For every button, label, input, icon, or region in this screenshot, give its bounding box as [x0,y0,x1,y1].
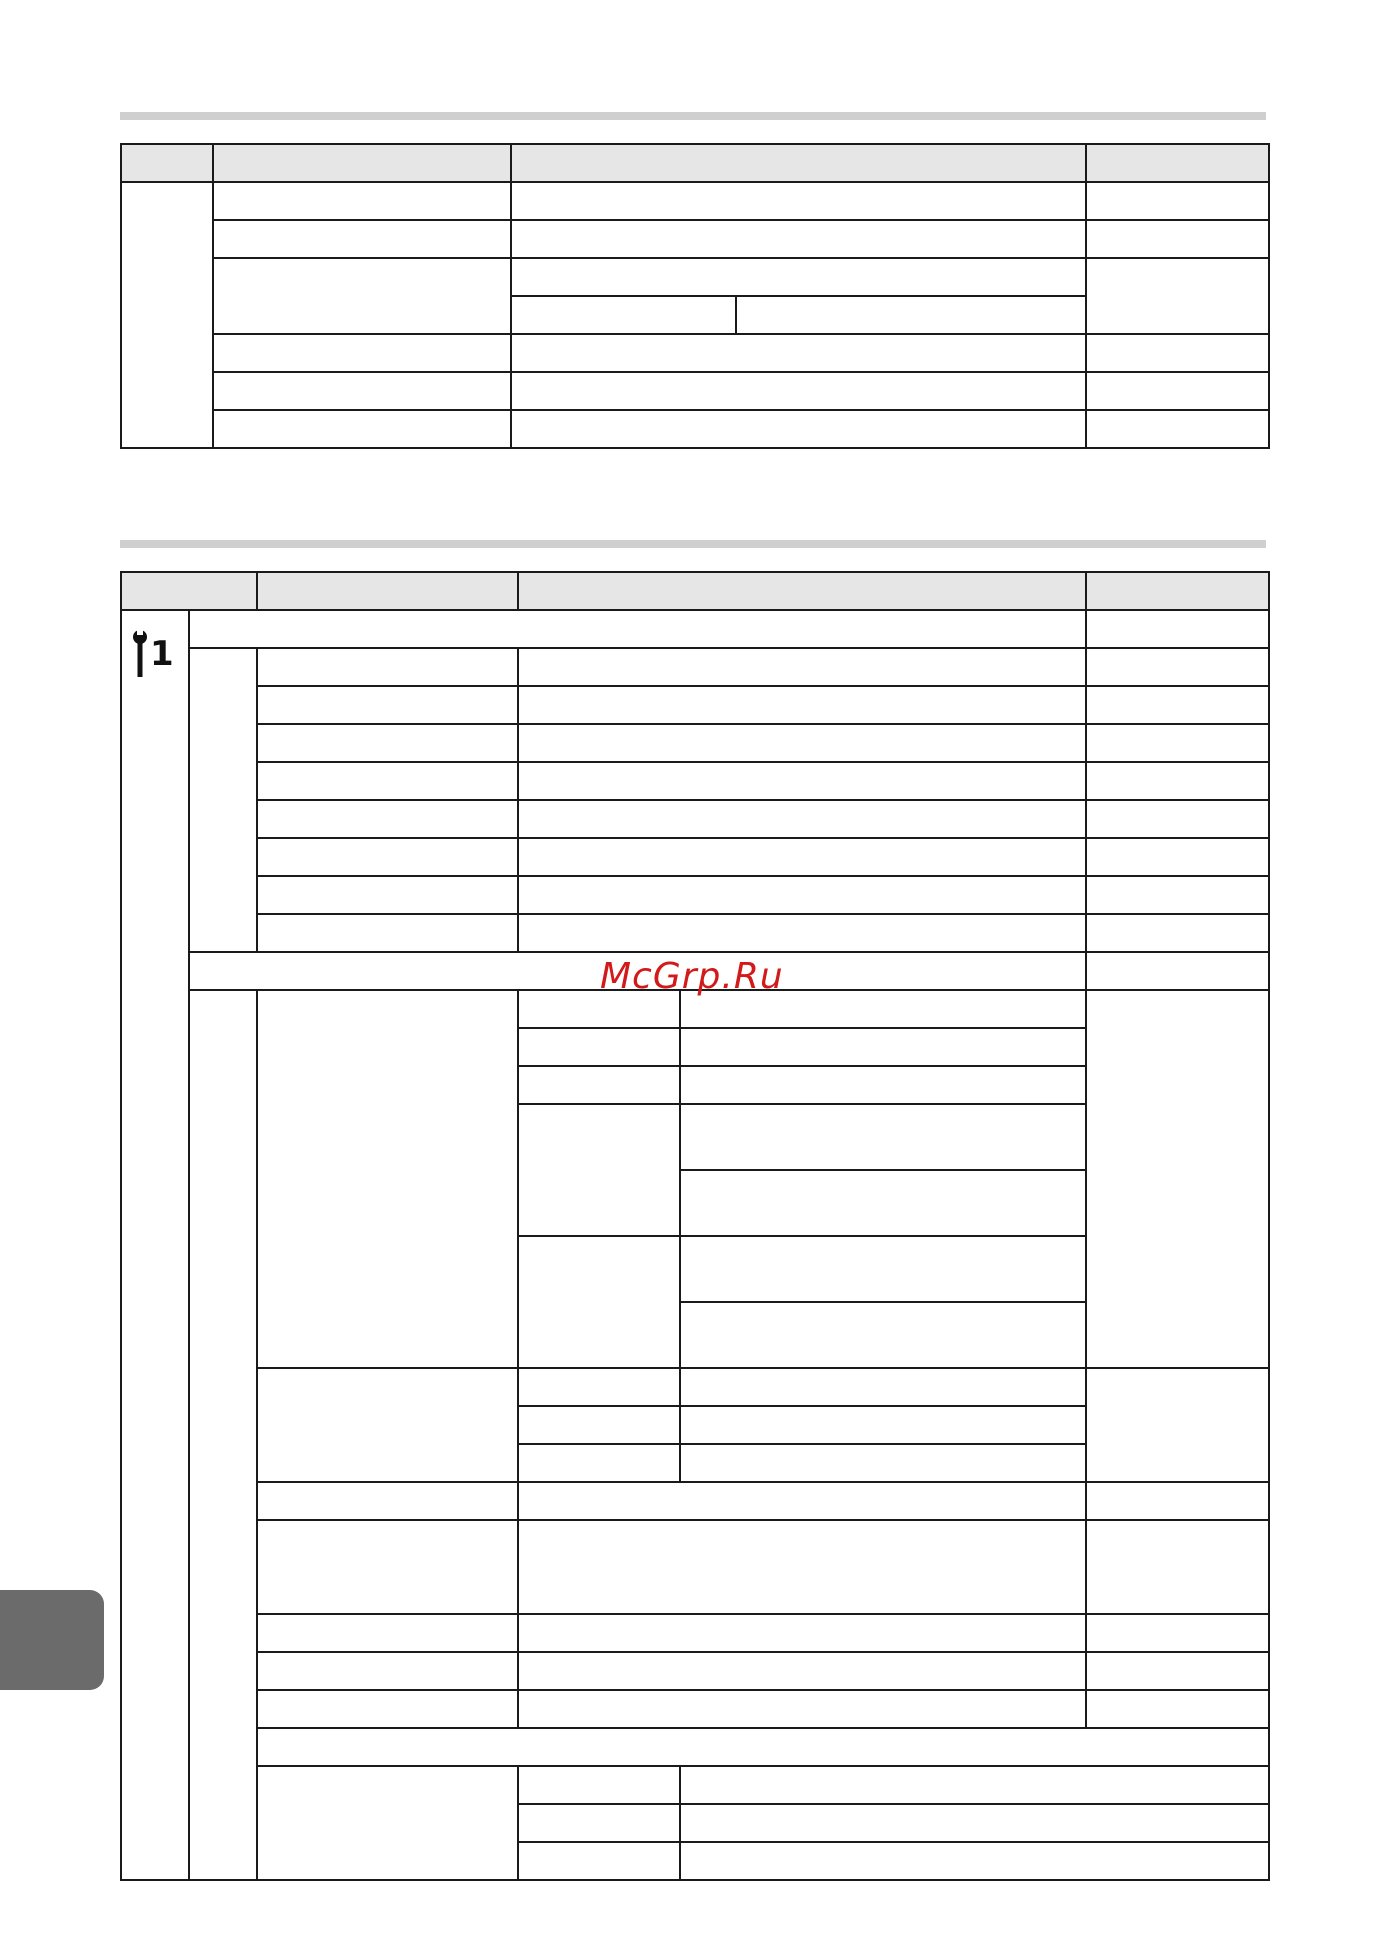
table-cell [1086,1614,1269,1652]
table-cell [518,1368,680,1406]
table-cell [213,334,511,372]
table-cell [257,838,518,876]
table-cell [518,1520,1086,1614]
indent-cell [257,1766,518,1880]
table-header-row [121,572,1269,610]
table-cell [680,1444,1086,1482]
table-cell [518,1690,1086,1728]
table-cell [257,648,518,686]
table-row [121,876,1269,914]
table-cell [511,220,1086,258]
table-row [121,410,1269,448]
table-row [121,372,1269,410]
table-cell [680,1104,1086,1170]
table-cell [518,686,1086,724]
table-cell [1086,1652,1269,1690]
table-row [121,1766,1269,1804]
table-cell [257,686,518,724]
table-cell [511,296,736,334]
table-cell [257,990,518,1368]
table-row [121,1520,1269,1614]
indent-cell [189,648,257,952]
table-cell [518,1104,680,1236]
header-cell [213,144,511,182]
table-row [121,1652,1269,1690]
table-row [121,182,1269,220]
table-row [121,1482,1269,1520]
table-row [121,334,1269,372]
table-cell [1086,182,1269,220]
section-one-table [120,143,1270,449]
table-cell [213,258,511,334]
table-cell [518,1066,680,1104]
table-cell [518,1652,1086,1690]
table-row [121,1690,1269,1728]
table-cell [1086,724,1269,762]
table-cell [518,1028,680,1066]
table-cell [518,876,1086,914]
table-cell [257,1652,518,1690]
header-cell [1086,572,1269,610]
table-cell [1086,410,1269,448]
table-cell [518,1842,680,1880]
group-heading-cell [189,610,1086,648]
setup-wrench-icon [132,629,174,679]
header-cell [511,144,1086,182]
watermark-text: McGrp.Ru [600,956,784,997]
table-cell [518,1614,1086,1652]
table-cell [680,1766,1269,1804]
table-cell [1086,1690,1269,1728]
table-cell [1086,686,1269,724]
table-cell [518,1766,680,1804]
table-row [121,610,1269,648]
table-cell [518,800,1086,838]
table-cell [680,1842,1269,1880]
table-cell [257,1614,518,1652]
table-cell [518,1236,680,1368]
table-cell [257,1482,518,1520]
table-cell [257,1690,518,1728]
table-row [121,686,1269,724]
table-cell [1086,1482,1269,1520]
table-row [121,1368,1269,1406]
table-cell [213,182,511,220]
table-cell [257,800,518,838]
table-cell [1086,610,1269,648]
table-cell [680,1302,1086,1368]
table-row [121,1614,1269,1652]
table-cell [736,296,1086,334]
header-cell [257,572,518,610]
table-cell [518,914,1086,952]
table-cell [1086,648,1269,686]
table-cell [511,372,1086,410]
table-cell [213,410,511,448]
table-cell [511,334,1086,372]
table-cell [1086,990,1269,1368]
table-cell [518,1482,1086,1520]
table-cell [213,220,511,258]
table-cell [680,1028,1086,1066]
table-cell [518,648,1086,686]
table-cell [680,1170,1086,1236]
table-cell [257,876,518,914]
table-cell [1086,1368,1269,1482]
table-cell [680,1368,1086,1406]
section-one-rule [120,112,1266,120]
indent-cell [189,990,257,1880]
table-row [121,648,1269,686]
menu-icon-cell [121,610,189,1880]
table-cell [257,1520,518,1614]
chapter-side-tab [0,1590,104,1690]
table-cell [518,838,1086,876]
table-cell [511,410,1086,448]
table-row [121,724,1269,762]
header-cell [1086,144,1269,182]
table-cell [1086,1520,1269,1614]
table-cell [1086,762,1269,800]
table-cell [1086,800,1269,838]
table-row [121,914,1269,952]
group-heading-cell [257,1728,1269,1766]
table-row [121,762,1269,800]
header-cell [518,572,1086,610]
header-cell [121,144,213,182]
table-cell [680,1804,1269,1842]
table-cell [518,1804,680,1842]
table-cell [518,1444,680,1482]
section-two-rule [120,540,1266,548]
table-row [121,838,1269,876]
table-cell [1086,876,1269,914]
table-cell [257,762,518,800]
section-two-table [120,571,1270,1881]
table-cell [680,1406,1086,1444]
group-cell [121,182,213,448]
table-cell [1086,952,1269,990]
table-cell [518,724,1086,762]
table-cell [257,914,518,952]
table-cell [680,1066,1086,1104]
table-row [121,800,1269,838]
table-row [121,1728,1269,1766]
table-row [121,258,1269,296]
table-header-row [121,144,1269,182]
table-cell [511,258,1086,296]
table-cell [1086,838,1269,876]
table-row [121,220,1269,258]
table-cell [1086,914,1269,952]
menu-number: 1 [150,634,174,674]
table-cell [1086,220,1269,258]
table-cell [680,1236,1086,1302]
table-cell [257,1368,518,1482]
table-cell [1086,334,1269,372]
table-cell [511,182,1086,220]
table-cell [518,1406,680,1444]
table-cell [1086,258,1269,334]
table-cell [518,762,1086,800]
header-cell [121,572,257,610]
table-cell [1086,372,1269,410]
table-cell [257,724,518,762]
table-cell [213,372,511,410]
